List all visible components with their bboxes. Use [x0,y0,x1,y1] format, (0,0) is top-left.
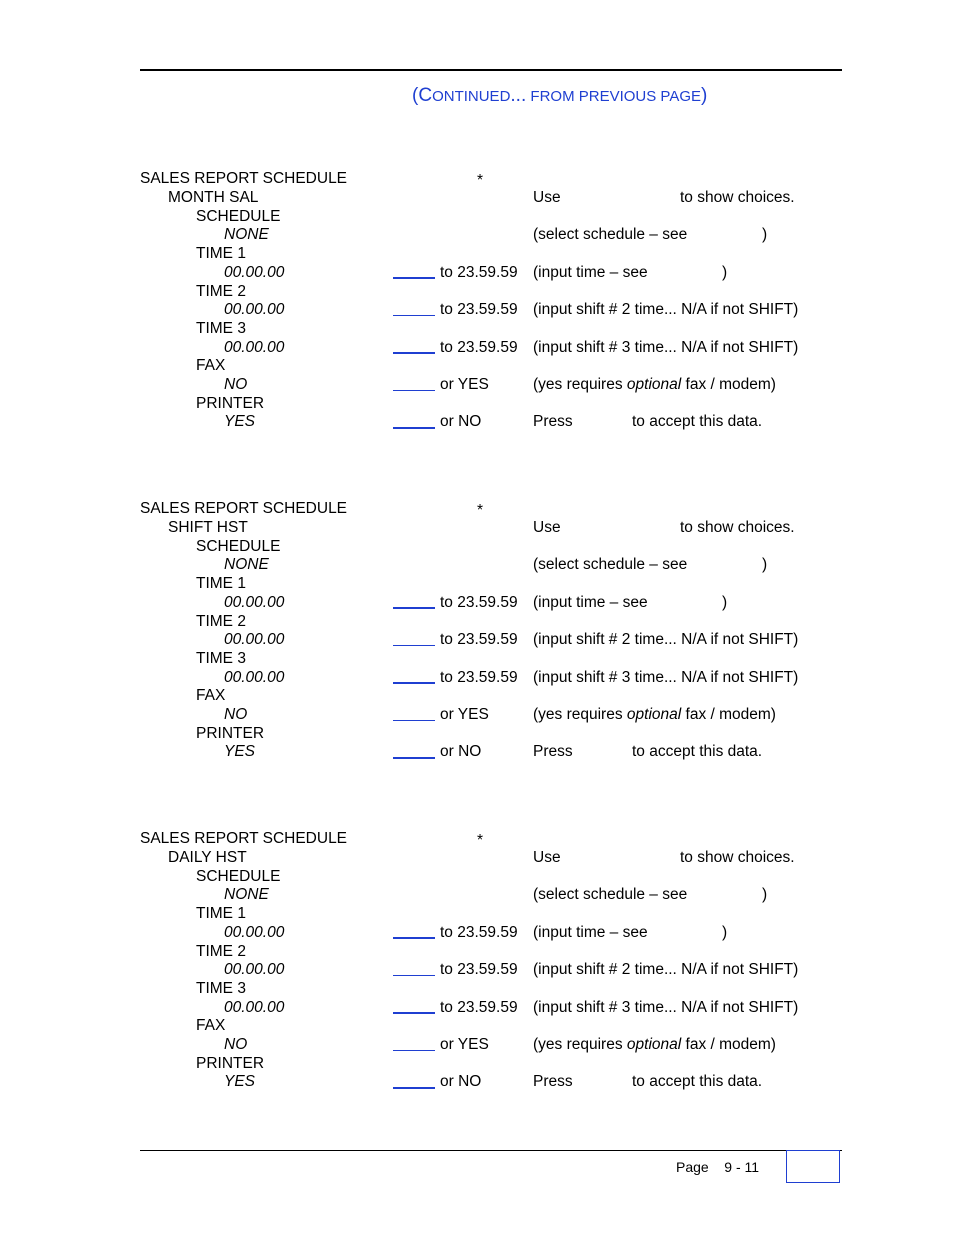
printer-label: PRINTER [196,1055,265,1072]
schedule-label: SCHEDULE [196,208,281,225]
schedule-note-close: ) [762,226,768,243]
time1-label: TIME 1 [196,245,246,262]
printer-blank [393,757,435,759]
footer-rule [140,1150,842,1151]
section-title: SALES REPORT SCHEDULE [140,500,348,517]
fax-blank [393,1050,435,1051]
schedule-note-close: ) [762,886,768,903]
fax-value[interactable]: NO [224,376,248,393]
fax-value[interactable]: NO [224,706,248,723]
schedule-note-close: ) [762,556,768,573]
time3-range: to 23.59.59 [440,999,518,1016]
schedule-note: (select schedule – see [533,226,688,243]
printer-value[interactable]: YES [224,1073,256,1090]
printer-label: PRINTER [196,395,265,412]
page-number: Page 9 - 11 [676,1159,760,1175]
fax-alt: or YES [440,706,489,723]
printer-value[interactable]: YES [224,743,256,760]
schedule-label: SCHEDULE [196,868,281,885]
fax-value[interactable]: NO [224,1036,248,1053]
accept-text: to accept this data. [632,413,763,430]
schedule-value[interactable]: NONE [224,556,269,573]
time3-value[interactable]: 00.00.00 [224,999,285,1016]
fax-blank [393,390,435,391]
schedule-section-daily-hst [0,830,954,1160]
section-title: SALES REPORT SCHEDULE [140,830,348,847]
accept-text: to accept this data. [632,743,763,760]
fax-alt: or YES [440,1036,489,1053]
printer-value[interactable]: YES [224,413,256,430]
time3-label: TIME 3 [196,650,246,667]
header-rule [140,69,842,71]
printer-blank [393,1087,435,1089]
printer-alt: or NO [440,413,482,430]
schedule-note: (select schedule – see [533,556,688,573]
time2-note: (input shift # 2 time... N/A if not SHIFT) [533,631,799,648]
time1-label: TIME 1 [196,575,246,592]
time1-blank [393,277,435,279]
time1-range: to 23.59.59 [440,924,518,941]
report-name: DAILY HST [168,849,247,866]
fax-label: FAX [196,687,226,704]
press-text: Press [533,743,573,760]
time1-note: (input time – see [533,264,648,281]
show-choices-text: to show choices. [680,519,795,536]
time1-blank [393,607,435,609]
time1-note-close: ) [722,924,728,941]
time1-value[interactable]: 00.00.00 [224,264,285,281]
time3-value[interactable]: 00.00.00 [224,339,285,356]
time1-note: (input time – see [533,594,648,611]
use-text: Use [533,189,561,206]
time3-label: TIME 3 [196,980,246,997]
time2-blank [393,315,435,316]
time2-value[interactable]: 00.00.00 [224,631,285,648]
time2-value[interactable]: 00.00.00 [224,961,285,978]
time1-note: (input time – see [533,924,648,941]
time1-note-close: ) [722,594,728,611]
report-name: SHIFT HST [168,519,248,536]
time3-blank [393,682,435,684]
time3-note: (input shift # 3 time... N/A if not SHIFT) [533,999,799,1016]
time3-note: (input shift # 3 time... N/A if not SHIFT) [533,339,799,356]
accept-text: to accept this data. [632,1073,763,1090]
section-title: SALES REPORT SCHEDULE [140,170,348,187]
show-choices-text: to show choices. [680,189,795,206]
fax-note: (yes requires optional fax / modem) [533,706,776,723]
time3-range: to 23.59.59 [440,669,518,686]
printer-label: PRINTER [196,725,265,742]
use-text: Use [533,519,561,536]
report-name: MONTH SAL [168,189,259,206]
fax-blank [393,720,435,721]
time1-label: TIME 1 [196,905,246,922]
time1-note-close: ) [722,264,728,281]
time2-note: (input shift # 2 time... N/A if not SHIFT) [533,961,799,978]
time3-note: (input shift # 3 time... N/A if not SHIFT) [533,669,799,686]
time1-value[interactable]: 00.00.00 [224,924,285,941]
time3-blank [393,1012,435,1014]
time2-label: TIME 2 [196,283,246,300]
required-star: * [477,502,484,519]
time1-value[interactable]: 00.00.00 [224,594,285,611]
time2-value[interactable]: 00.00.00 [224,301,285,318]
time3-label: TIME 3 [196,320,246,337]
use-text: Use [533,849,561,866]
press-text: Press [533,1073,573,1090]
time2-blank [393,975,435,976]
time2-label: TIME 2 [196,943,246,960]
schedule-label: SCHEDULE [196,538,281,555]
printer-blank [393,427,435,429]
page-box [786,1150,840,1183]
time2-note: (input shift # 2 time... N/A if not SHIFT) [533,301,799,318]
fax-note: (yes requires optional fax / modem) [533,1036,776,1053]
time1-range: to 23.59.59 [440,264,518,281]
time2-range: to 23.59.59 [440,961,518,978]
schedule-section-shift-hst [0,500,954,830]
schedule-value[interactable]: NONE [224,226,269,243]
time3-value[interactable]: 00.00.00 [224,669,285,686]
time1-blank [393,937,435,939]
time3-range: to 23.59.59 [440,339,518,356]
fax-label: FAX [196,357,226,374]
fax-note: (yes requires optional fax / modem) [533,376,776,393]
press-text: Press [533,413,573,430]
time2-range: to 23.59.59 [440,301,518,318]
required-star: * [477,172,484,189]
schedule-note: (select schedule – see [533,886,688,903]
printer-alt: or NO [440,1073,482,1090]
required-star: * [477,832,484,849]
schedule-value[interactable]: NONE [224,886,269,903]
time2-label: TIME 2 [196,613,246,630]
schedule-section-month-sal [0,170,954,500]
time2-range: to 23.59.59 [440,631,518,648]
fax-label: FAX [196,1017,226,1034]
printer-alt: or NO [440,743,482,760]
continued-heading: (CONTINUED... FROM PREVIOUS PAGE) [412,85,708,106]
fax-alt: or YES [440,376,489,393]
time2-blank [393,645,435,646]
time1-range: to 23.59.59 [440,594,518,611]
time3-blank [393,352,435,354]
show-choices-text: to show choices. [680,849,795,866]
